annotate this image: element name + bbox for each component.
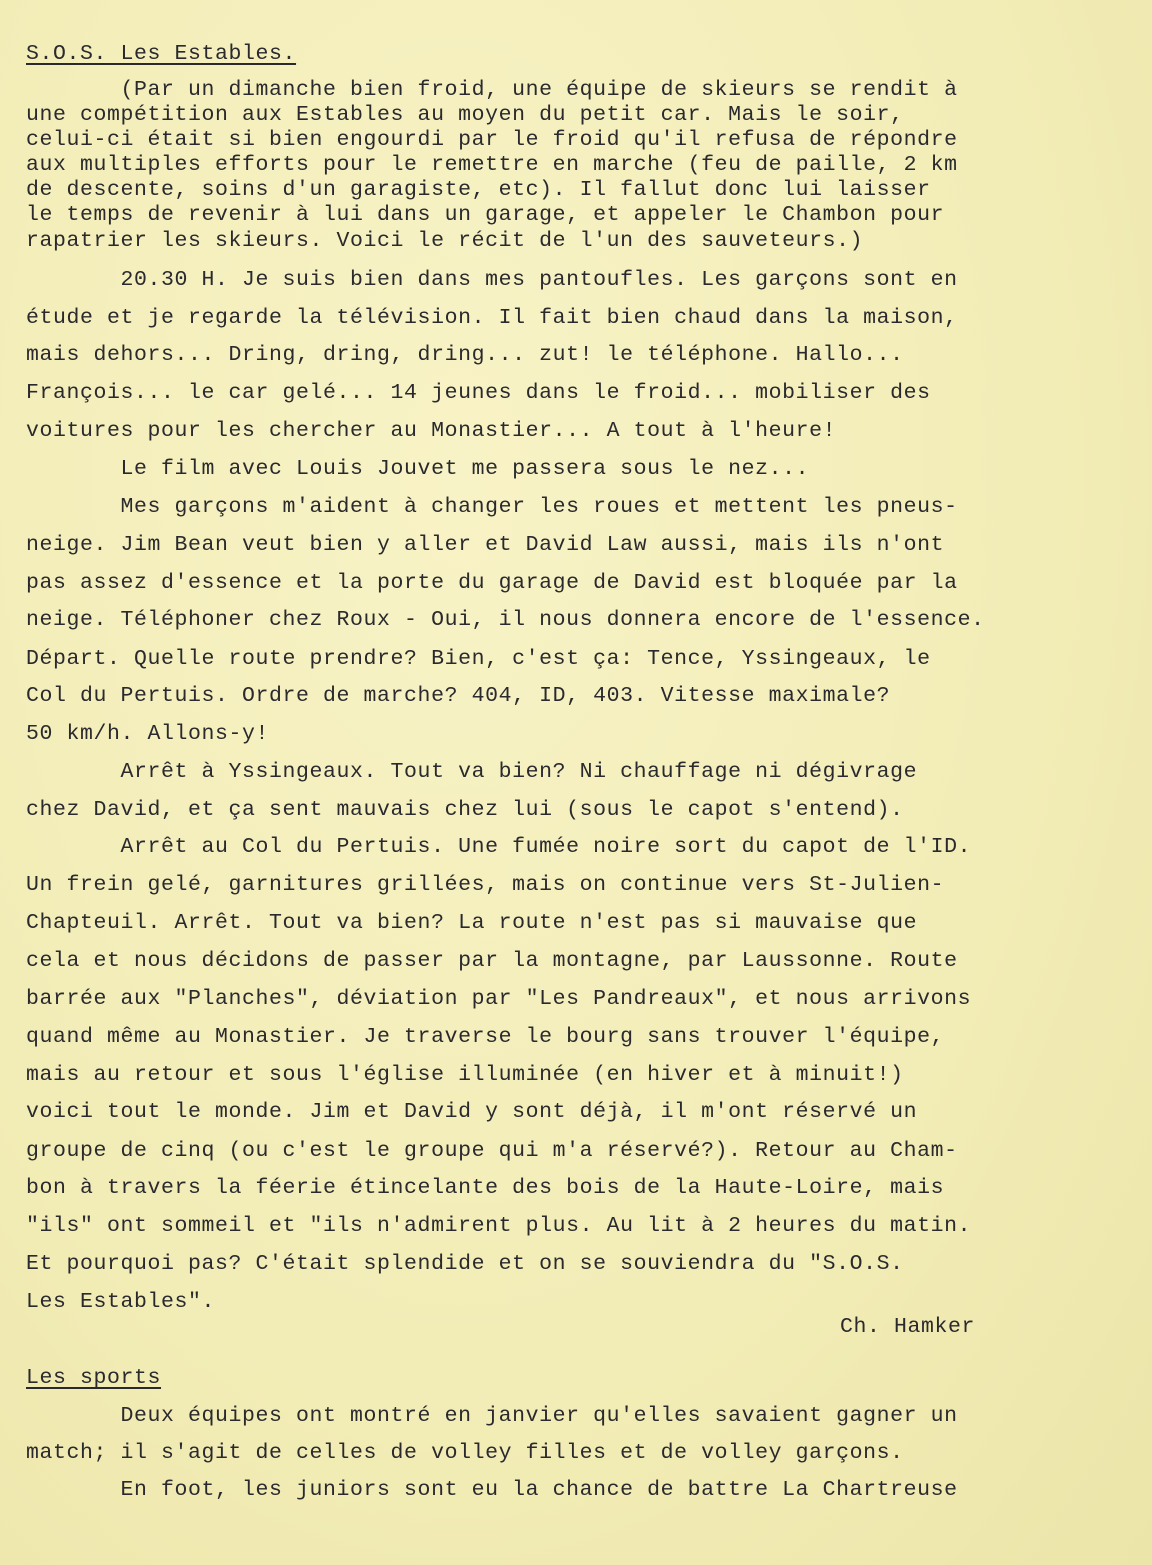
body-line: "ils" ont sommeil et "ils n'admirent plus. Au lit à 2 heures du matin. <box>26 1214 972 1238</box>
intro-line: rapatrier les skieurs. Voici le récit de l'un des sauveteurs.) <box>26 229 864 253</box>
section-title-sos: S.O.S. Les Estables. <box>26 42 297 66</box>
body-line: Arrêt à Yssingeaux. Tout va bien? Ni chauffage ni dégivrage <box>26 760 918 784</box>
sports-line: En foot, les juniors sont eu la chance de battre La Chartreuse <box>26 1478 958 1502</box>
body-line: 20.30 H. Je suis bien dans mes pantoufles. Les garçons sont en <box>26 268 958 292</box>
body-line: quand même au Monastier. Je traverse le bourg sans trouver l'équipe, <box>26 1025 945 1049</box>
body-line: étude et je regarde la télévision. Il fait bien chaud dans la maison, <box>26 306 958 330</box>
body-line: Et pourquoi pas? C'était splendide et on se souviendra du "S.O.S. <box>26 1252 904 1276</box>
body-line: neige. Téléphoner chez Roux - Oui, il nous donnera encore de l'essence. <box>26 608 985 632</box>
body-line: Les Estables". <box>26 1290 216 1314</box>
intro-line: celui-ci était si bien engourdi par le froid qu'il refusa de répondre <box>26 128 958 152</box>
body-line: Chapteuil. Arrêt. Tout va bien? La route n'est pas si mauvaise que <box>26 911 918 935</box>
intro-line: aux multiples efforts pour le remettre en marche (feu de paille, 2 km <box>26 153 958 177</box>
body-line: Col du Pertuis. Ordre de marche? 404, ID, 403. Vitesse maximale? <box>26 684 891 708</box>
body-line: Mes garçons m'aident à changer les roues et mettent les pneus- <box>26 495 958 519</box>
body-line: cela et nous décidons de passer par la montagne, par Laussonne. Route <box>26 949 958 973</box>
body-line: 50 km/h. Allons-y! <box>26 722 270 746</box>
body-line: bon à travers la féerie étincelante des bois de la Haute-Loire, mais <box>26 1176 945 1200</box>
body-line: Le film avec Louis Jouvet me passera sous le nez... <box>26 457 810 481</box>
signature: Ch. Hamker <box>840 1315 976 1339</box>
body-line: Départ. Quelle route prendre? Bien, c'est ça: Tence, Yssingeaux, le <box>26 647 931 671</box>
body-line: mais au retour et sous l'église illuminée (en hiver et à minuit!) <box>26 1063 904 1087</box>
body-line: chez David, et ça sent mauvais chez lui (sous le capot s'entend). <box>26 798 904 822</box>
intro-line: (Par un dimanche bien froid, une équipe de skieurs se rendit à <box>26 78 958 102</box>
body-line: neige. Jim Bean veut bien y aller et David Law aussi, mais ils n'ont <box>26 533 945 557</box>
sports-line: match; il s'agit de celles de volley filles et de volley garçons. <box>26 1441 904 1465</box>
body-line: groupe de cinq (ou c'est le groupe qui m'a réservé?). Retour au Cham- <box>26 1139 958 1163</box>
body-line: voici tout le monde. Jim et David y sont déjà, il m'ont réservé un <box>26 1100 918 1124</box>
intro-line: une compétition aux Estables au moyen du petit car. Mais le soir, <box>26 103 904 127</box>
body-line: voitures pour les chercher au Monastier... A tout à l'heure! <box>26 419 837 443</box>
body-line: Arrêt au Col du Pertuis. Une fumée noire sort du capot de l'ID. <box>26 835 972 859</box>
section-title-sports: Les sports <box>26 1366 162 1390</box>
body-line: barrée aux "Planches", déviation par "Les Pandreaux", et nous arrivons <box>26 987 972 1011</box>
sports-line: Deux équipes ont montré en janvier qu'elles savaient gagner un <box>26 1404 958 1428</box>
body-line: mais dehors... Dring, dring, dring... zut! le téléphone. Hallo... <box>26 343 904 367</box>
body-line: François... le car gelé... 14 jeunes dans le froid... mobiliser des <box>26 381 931 405</box>
intro-line: de descente, soins d'un garagiste, etc). Il fallut donc lui laisser <box>26 178 931 202</box>
body-line: pas assez d'essence et la porte du garage de David est bloquée par la <box>26 571 958 595</box>
intro-line: le temps de revenir à lui dans un garage, et appeler le Chambon pour <box>26 203 945 227</box>
body-line: Un frein gelé, garnitures grillées, mais on continue vers St-Julien- <box>26 873 945 897</box>
